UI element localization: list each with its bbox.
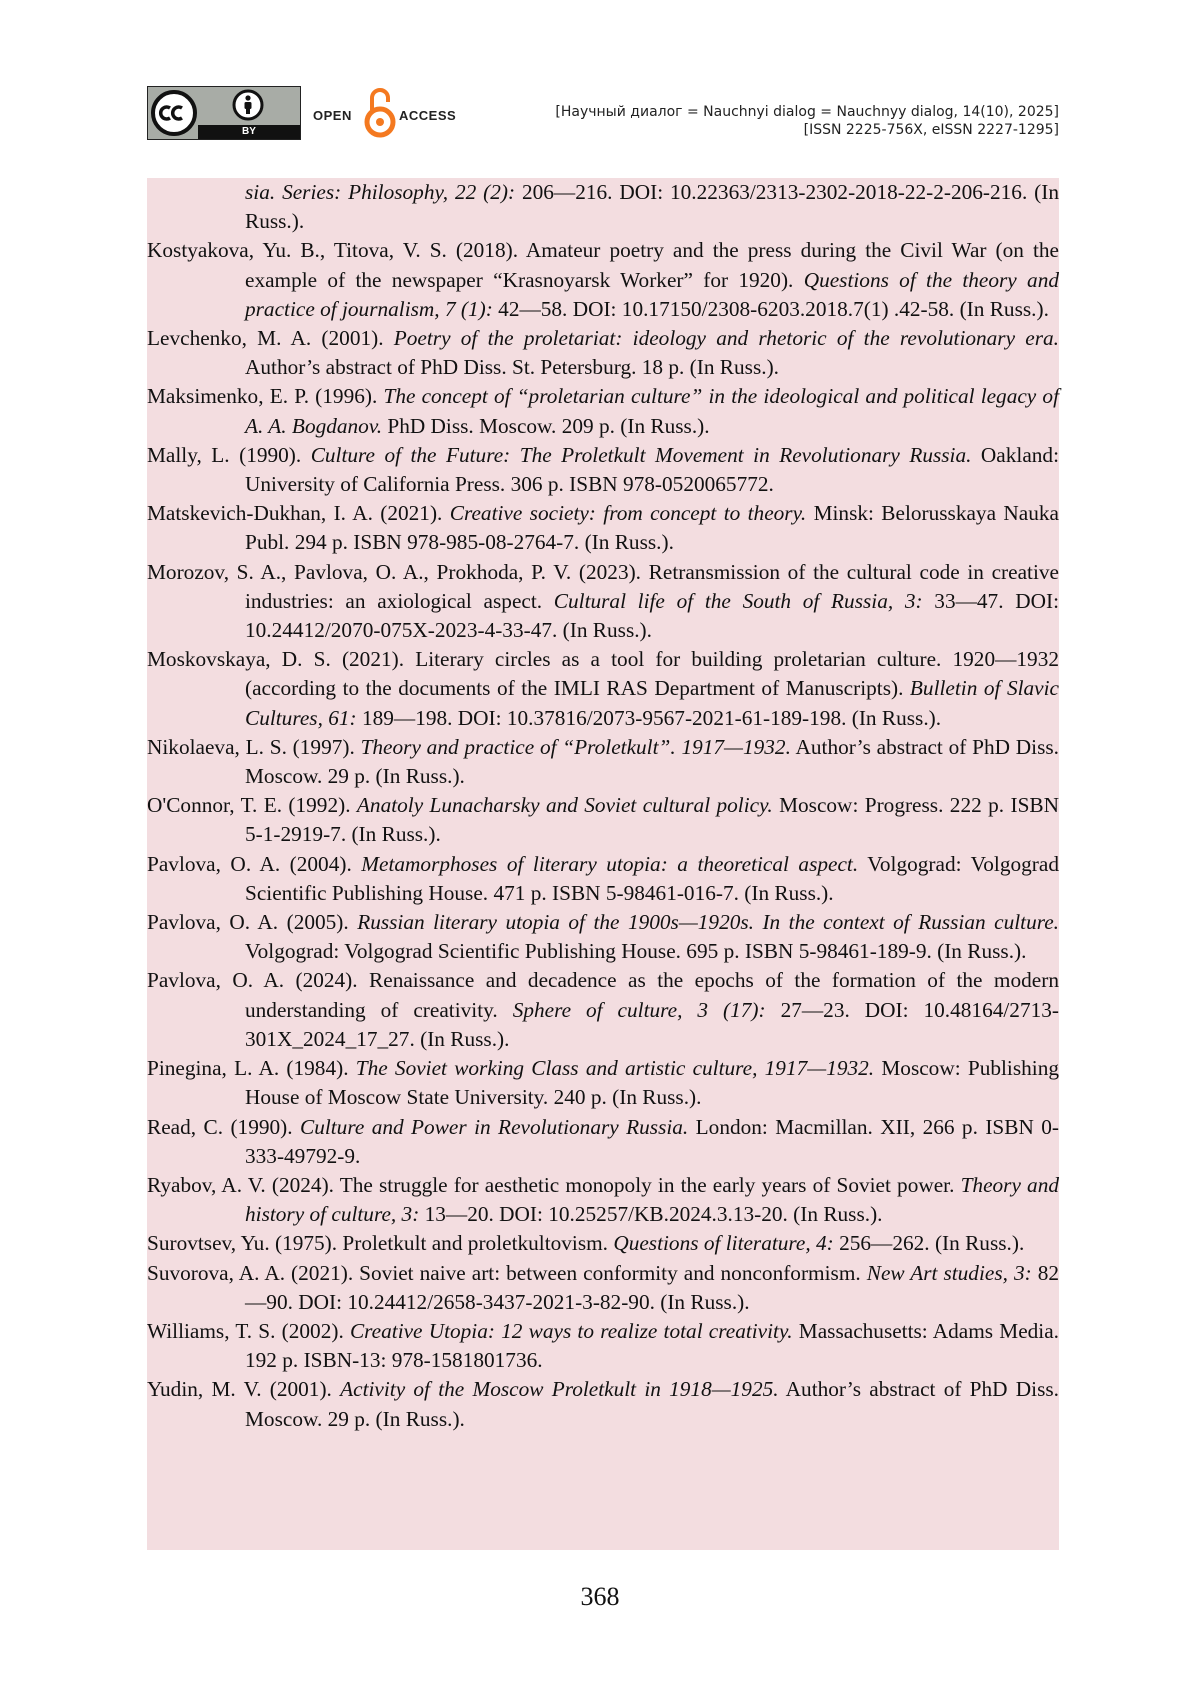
reference-entry: Read, C. (1990). Culture and Power in Revolutionary Russia. London: Macmillan. XII, 266 p. ISBN 0-333-49792-9. — [147, 1114, 1060, 1168]
reference-entry: Pavlova, O. A. (2005). Russian literary utopia of the 1900s—1920s. In the context of Russian culture. Volgograd: Volgograd Scientific Publishing House. 695 p. ISBN 5-98461-189-9. (In Russ.). — [147, 910, 1059, 964]
reference-entry: Mally, L. (1990). Culture of the Future: The Proletkult Movement in Revolutionary Russia. Oakland: University of California Press. 306 p. ISBN 978-0520065772. — [147, 442, 1059, 497]
reference-entry: Williams, T. S. (2002). Creative Utopia: 12 ways to realize total creativity. Massachusetts: Adams Media. 192 p. ISBN-13: 978-1581801736. — [147, 1318, 1059, 1373]
reference-entry: Yudin, M. V. (2001). Activity of the Moscow Proletkult in 1918—1925. Author’s abstract of PhD Diss. Moscow. 29 p. (In Russ.). — [147, 1377, 1059, 1431]
journal-title-line: [Научный диалог = Nauchnyi dialog = Nauchnyy dialog, 14(10), 2025] — [555, 104, 1059, 120]
reference-entry: Pinegina, L. A. (1984). The Soviet working Class and artistic culture, 1917—1932. Moscow: Publishing House of Moscow State University. 240 p. (In Russ.). — [147, 1056, 1059, 1110]
open-access-text-access: ACCESS — [399, 108, 457, 123]
page-header — [147, 86, 1059, 146]
reference-entry: Suvorova, A. A. (2021). Soviet naive art: between conformity and nonconformism. New Art studies, 3: 82—90. DOI: 10.24412/2658-3437-2021-3-82-90. (In Russ.). — [147, 1260, 1060, 1314]
reference-entry: Surovtsev, Yu. (1975). Proletkult and proletkultovism. Questions of literature, 4: 256—262. (In Russ.). — [147, 1231, 1025, 1256]
attribution-person-icon — [232, 89, 264, 121]
reference-entry: Kostyakova, Yu. B., Titova, V. S. (2018). Amateur poetry and the press during the Civil War (on the example of the newspaper “Krasnoyarsk Worker” for 1920). Questions of the theory and practice of journalism, 7 (1): 42—58. DOI: 10.17150/2308-6203.2018.7(1) .42-58. (In Russ.). — [147, 238, 1060, 321]
reference-entry: Nikolaeva, L. S. (1997). Theory and practice of “Proletkult”. 1917—1932. Author’s abstract of PhD Diss. Moscow. 29 p. (In Russ.). — [147, 734, 1059, 789]
creative-commons-icon — [151, 90, 197, 136]
references-list — [147, 178, 1059, 1550]
reference-entry: Matskevich-Dukhan, I. A. (2021). Creative society: from concept to theory. Minsk: Belorusskaya Nauka Publ. 294 p. ISBN 978-985-08-2764-7. (In Russ.). — [147, 501, 1059, 555]
reference-entry: Pavlova, O. A. (2004). Metamorphoses of literary utopia: a theoretical aspect. Volgograd: Volgograd Scientific Publishing House. 471 p. ISBN 5-98461-016-7. (In Russ.). — [147, 851, 1059, 905]
open-access-text-open: OPEN — [313, 108, 352, 123]
reference-entry: Levchenko, M. A. (2001). Poetry of the proletariat: ideology and rhetoric of the revolutionary era. Author’s abstract of PhD Diss. St. Petersburg. 18 p. (In Russ.). — [147, 326, 1059, 380]
journal-issn-line: [ISSN 2225-756X, eISSN 2227-1295] — [803, 122, 1059, 138]
reference-entry: sia. Series: Philosophy, 22 (2): 206—216. DOI: 10.22363/2313-2302-2018-22-2-206-216. (In Russ.). — [245, 180, 1059, 234]
license-by-label: BY — [198, 125, 300, 139]
open-access-logo — [313, 86, 473, 140]
open-access-lock-icon — [363, 86, 397, 140]
reference-entry: Ryabov, A. V. (2024). The struggle for aesthetic monopoly in the early years of Soviet power. Theory and history of culture, 3: 13—20. DOI: 10.25257/KB.2024.3.13-20. (In Russ.). — [147, 1172, 1060, 1227]
reference-entry: Morozov, S. A., Pavlova, O. A., Prokhoda, P. V. (2023). Retransmission of the cultural code in creative industries: an axiological aspect. Cultural life of the South of Russia, 3: 33—47. DOI: 10.24412/2070-075X-2023-4-33-47. (In Russ.). — [147, 559, 1059, 643]
page-number: 368 — [580, 1582, 620, 1611]
cc-by-license-badge — [147, 86, 301, 140]
journal-citation — [555, 103, 1059, 139]
reference-entry: Pavlova, O. A. (2024). Renaissance and decadence as the epochs of the formation of the modern understanding of creativity. Sphere of culture, 3 (17): 27—23. DOI: 10.48164/2713-301X_2024_17_27. (In Russ.). — [147, 968, 1059, 1051]
reference-entry: Moskovskaya, D. S. (2021). Literary circles as a tool for building proletarian culture. 1920—1932 (according to the documents of the IMLI RAS Department of Manuscripts). Bulletin of Slavic Cultures, 61: 189—198. DOI: 10.37816/2073-9567-2021-61-189-198. (In Russ.). — [147, 647, 1059, 730]
reference-entry: Maksimenko, E. P. (1996). The concept of “proletarian culture” in the ideological and political legacy of A. A. Bogdanov. PhD Diss. Moscow. 209 p. (In Russ.). — [147, 384, 1059, 438]
reference-entry: O'Connor, T. E. (1992). Anatoly Lunacharsky and Soviet cultural policy. Moscow: Progress. 222 p. ISBN 5-1-2919-7. (In Russ.). — [147, 793, 1059, 847]
